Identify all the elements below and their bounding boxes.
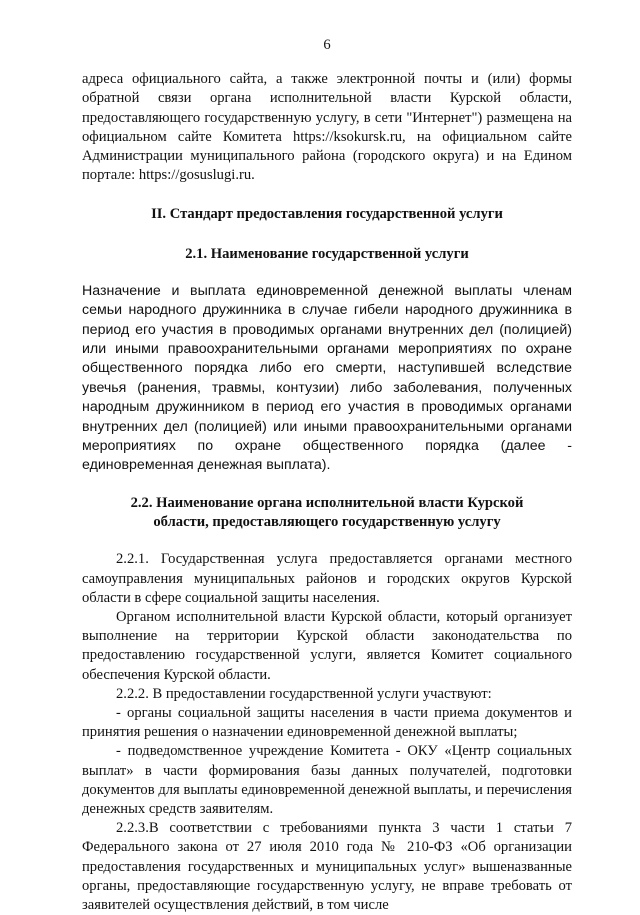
paragraph-2-2-1: 2.2.1. Государственная услуга предоставляется органами местного самоуправления муниципальных районов и городских округов Курской области в сфере социальной защиты населения. bbox=[82, 551, 572, 606]
paragraph-2-2-3: 2.2.3.В соответствии с требованиями пункта 3 части 1 статьи 7 Федерального закона от 27 июля 2010 года № 210-ФЗ «Об организации предоставления государственных и муниципальных услуг» вышеназванные органы, предоставляющие государственную услугу, не вправе требовать от заявителей осуществления действий, в том числе bbox=[82, 820, 572, 913]
subsection-2-2-title-line1: 2.2. Наименование органа исполнительной власти Курской bbox=[130, 494, 524, 511]
subsection-2-2-title-line2: области, предоставляющего государственную услугу bbox=[153, 514, 501, 531]
paragraph-2-2-2: 2.2.2. В предоставлении государственной услуги участвуют: bbox=[116, 685, 492, 702]
subsection-2-1-text: Назначение и выплата единовременной денежной выплаты членам семьи народного дружинника в случае гибели народного дружинника в период его участия в проводимых органами внутренних дел (полицией) или иными правоохранительными органами мероприятиях по охране общественного порядка либо его смерти, наступившей вследствие увечья (ранения, травмы, контузии) либо заболевания, полученных народным дружинником в период его участия в проводимых органами внутренних дел (полицией) или иными правоохранительными органами мероприятиях по охране общественного порядка (далее - единовременная денежная выплата). bbox=[82, 282, 572, 474]
paragraph-organ: Органом исполнительной власти Курской области, который организует выполнение на территории Курской области законодательства по предоставлению государственной услуги, является Комитет социального обеспечения Курской области. bbox=[82, 608, 572, 683]
document-page bbox=[82, 36, 572, 915]
subsection-2-2-title bbox=[82, 494, 572, 532]
subsection-2-1-title: 2.1. Наименование государственной услуги bbox=[185, 245, 469, 262]
section-2-title: II. Стандарт предоставления государственной услуги bbox=[151, 206, 503, 223]
page-number: 6 bbox=[323, 37, 331, 53]
list-item-social-protection: - органы социальной защиты населения в части приема документов и принятия решения о назначении единовременной денежной выплаты; bbox=[82, 704, 572, 741]
list-item-subordinate-institution: - подведомственное учреждение Комитета - ОКУ «Центр социальных выплат» в части формирования базы данных получателей, подготовки документов для выплаты единовременной денежной выплаты, и перечисления денежных средств заявителям. bbox=[82, 743, 572, 817]
intro-paragraph: адреса официального сайта, а также электронной почты и (или) формы обратной связи органа исполнительной власти Курской области, предоставляющего государственную услугу, в сети "Интернет") размещена на официальном сайте Комитета https://ksokursk.ru, на официальном сайте Администрации муниципального района (городского округа) и на Едином портале: https://gosuslugi.ru. bbox=[82, 71, 572, 184]
